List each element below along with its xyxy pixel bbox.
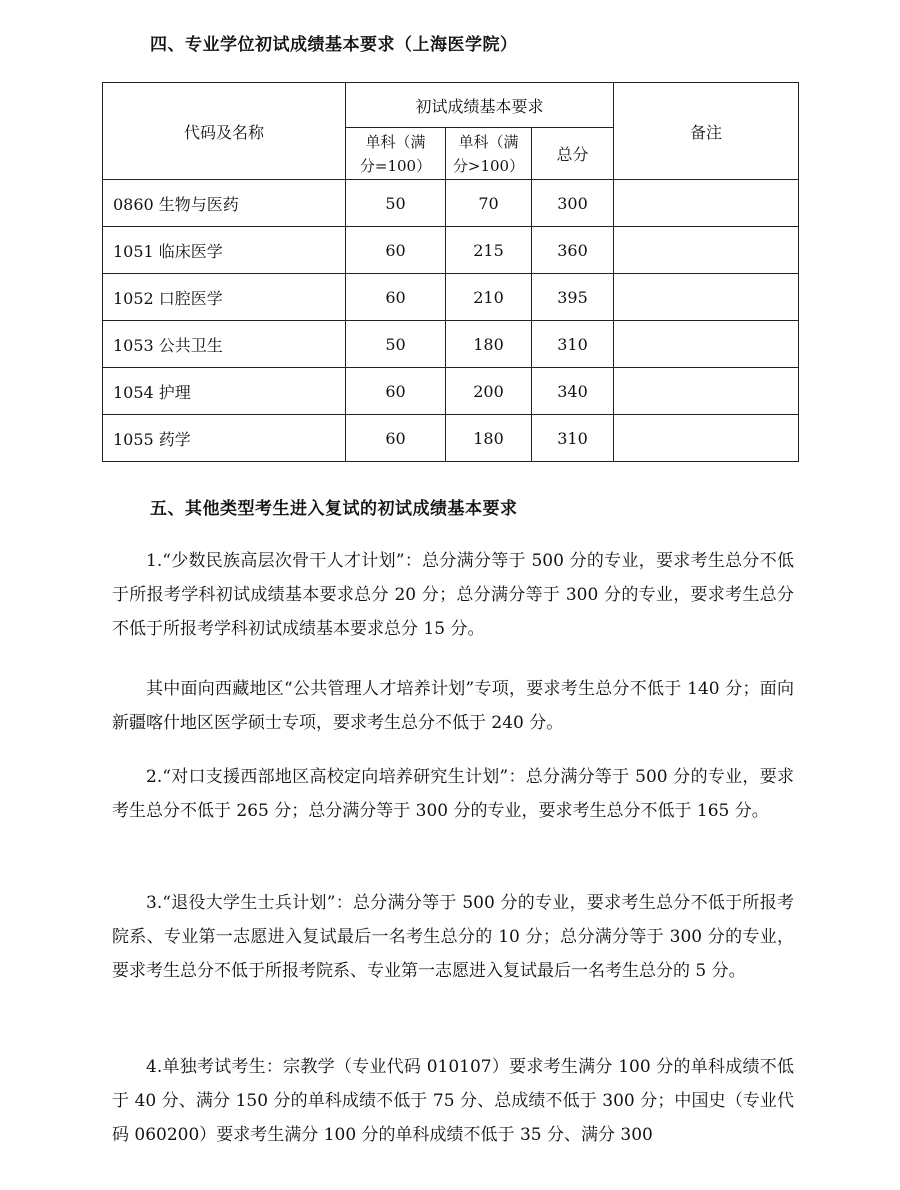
section-5-title: 五、其他类型考生进入复试的初试成绩基本要求 xyxy=(150,499,518,519)
cell-remarks xyxy=(614,415,799,462)
cell-name: 1055 药学 xyxy=(103,415,346,462)
cell-single-100: 60 xyxy=(346,415,446,462)
header-total: 总分 xyxy=(532,128,614,180)
cell-single-100: 60 xyxy=(346,274,446,321)
paragraph-separate-exam: 4.单独考试考生：宗教学（专业代码 010107）要求考生满分 100 分的单科成绩不低于 40 分、满分 150 分的单科成绩不低于 75 分、总成绩不低于 300 分；中国史（专业代码 060200）要求考生满分 100 分的单科成绩不低于 35 分、满分 300 xyxy=(112,1057,794,1145)
cell-single-gt100: 180 xyxy=(446,415,532,462)
cell-name: 1051 临床医学 xyxy=(103,227,346,274)
cell-single-gt100: 180 xyxy=(446,321,532,368)
cell-remarks xyxy=(614,274,799,321)
header-single-gt100-line1: 单科（满 xyxy=(458,132,519,151)
cell-remarks xyxy=(614,368,799,415)
header-code-name: 代码及名称 xyxy=(103,83,346,180)
table-row xyxy=(103,321,799,368)
paragraph-veteran-plan: 3.“退役大学生士兵计划”：总分满分等于 500 分的专业，要求考生总分不低于所报考院系、专业第一志愿进入复试最后一名考生总分的 10 分；总分满分等于 300 分的专业，要求考生总分不低于所报考院系、专业第一志愿进入复试最后一名考生总分的 5 分。 xyxy=(112,893,794,981)
cell-single-100: 50 xyxy=(346,321,446,368)
cell-total: 340 xyxy=(532,368,614,415)
paragraph-tibet-xinjiang: 其中面向西藏地区“公共管理人才培养计划”专项，要求考生总分不低于 140 分；面向新疆喀什地区医学硕士专项，要求考生总分不低于 240 分。 xyxy=(112,679,794,733)
cell-remarks xyxy=(614,180,799,227)
paragraph-western-support-plan: 2.“对口支援西部地区高校定向培养研究生计划”：总分满分等于 500 分的专业，要求考生总分不低于 265 分；总分满分等于 300 分的专业，要求考生总分不低于 165 分。 xyxy=(112,767,794,821)
header-single-100-line2: 分=100） xyxy=(359,156,432,175)
cell-single-gt100: 70 xyxy=(446,180,532,227)
cell-total: 310 xyxy=(532,321,614,368)
paragraph-minority-plan: 1.“少数民族高层次骨干人才计划”：总分满分等于 500 分的专业，要求考生总分不低于所报考学科初试成绩基本要求总分 20 分；总分满分等于 300 分的专业，要求考生总分不低于所报考学科初试成绩基本要求总分 15 分。 xyxy=(112,551,794,639)
cell-total: 300 xyxy=(532,180,614,227)
score-requirements-table xyxy=(102,82,799,462)
cell-total: 360 xyxy=(532,227,614,274)
section-4-title: 四、专业学位初试成绩基本要求（上海医学院） xyxy=(150,35,518,55)
header-single-gt100-line2: 分>100） xyxy=(452,156,525,175)
cell-total: 310 xyxy=(532,415,614,462)
cell-single-gt100: 200 xyxy=(446,368,532,415)
table-row xyxy=(103,227,799,274)
header-single-100-line1: 单科（满 xyxy=(365,132,426,151)
cell-name: 1053 公共卫生 xyxy=(103,321,346,368)
cell-single-100: 60 xyxy=(346,227,446,274)
table-row xyxy=(103,180,799,227)
header-remarks: 备注 xyxy=(614,83,799,180)
cell-single-100: 50 xyxy=(346,180,446,227)
cell-total: 395 xyxy=(532,274,614,321)
cell-name: 0860 生物与医药 xyxy=(103,180,346,227)
cell-single-gt100: 215 xyxy=(446,227,532,274)
table-row xyxy=(103,274,799,321)
table-row xyxy=(103,415,799,462)
cell-single-gt100: 210 xyxy=(446,274,532,321)
cell-single-100: 60 xyxy=(346,368,446,415)
cell-remarks xyxy=(614,321,799,368)
header-single-100 xyxy=(346,128,446,180)
header-single-gt100 xyxy=(446,128,532,180)
cell-name: 1054 护理 xyxy=(103,368,346,415)
table-row xyxy=(103,368,799,415)
cell-name: 1052 口腔医学 xyxy=(103,274,346,321)
cell-remarks xyxy=(614,227,799,274)
header-requirements: 初试成绩基本要求 xyxy=(346,83,614,128)
